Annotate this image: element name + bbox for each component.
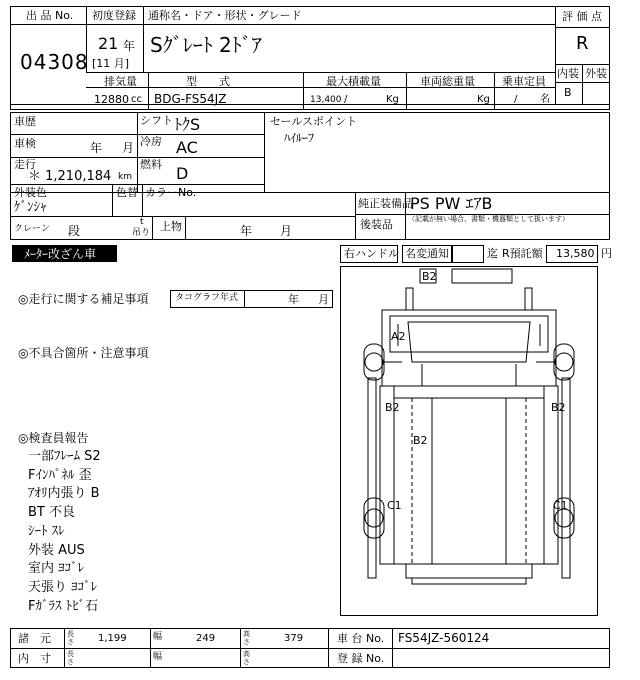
crane-lift: 吊り	[132, 228, 151, 238]
aircon-label: 冷房	[140, 135, 162, 148]
diagram-mark-right-rear: C1	[553, 499, 568, 512]
diagram-mark-top: B2	[422, 270, 437, 283]
inspector-note: BT 不良	[28, 505, 75, 521]
type-value: BDG-FS54JZ	[154, 92, 227, 106]
diagram-mark-cab: A2	[391, 330, 406, 343]
deadline-box	[452, 245, 484, 263]
height-label: 高さ	[243, 630, 250, 646]
inspector-note: 室内 ﾖｺﾞﾚ	[28, 561, 85, 577]
crane-label: クレーン	[14, 224, 50, 234]
inspector-note: Fｲﾝﾊﾟﾈﾙ 歪	[28, 467, 92, 483]
mileage-unit: km	[118, 172, 132, 182]
length-value: 1,199	[98, 633, 127, 644]
max-load-kg: Kg	[386, 94, 399, 105]
chassis-label: 車 台 No.	[337, 632, 385, 645]
first-reg-year-unit: 年	[123, 39, 136, 53]
genuine-label: 純正装備品	[358, 197, 413, 210]
lot-no: 04308	[20, 50, 89, 74]
model-label: 通称名・ドア・形状・グレード	[148, 9, 302, 22]
rating-label: 評 価 点	[562, 10, 602, 23]
exterior-label: 外装	[585, 67, 607, 80]
displacement-unit: cc	[131, 94, 142, 105]
max-load-value: 13,400	[310, 95, 342, 105]
inner-width-label: 幅	[153, 652, 163, 662]
r-deposit-label: R預託額	[502, 247, 543, 260]
inner-length-label: 長さ	[67, 650, 74, 666]
lot-no-label: 出 品 No.	[26, 9, 74, 22]
displacement-value: 12880	[94, 93, 129, 106]
dimensions-label: 諸 元	[18, 632, 51, 645]
gross-weight-label: 車両総重量	[420, 75, 475, 88]
chassis-value: FS54JZ-560124	[398, 631, 490, 645]
defects-label: ◎不具合箇所・注意事項	[18, 346, 149, 360]
deadline-label: 迄	[487, 247, 498, 260]
displacement-label: 排気量	[104, 75, 137, 88]
gross-weight-kg: Kg	[477, 94, 490, 105]
diagram-mark-left-rear: C1	[387, 499, 402, 512]
r-deposit-yen: 円	[601, 247, 612, 260]
shaken-month: 月	[122, 141, 135, 155]
truck-diagram	[340, 266, 598, 616]
rating: R	[576, 33, 589, 54]
inspector-note: 天張り ﾖｺﾞﾚ	[28, 579, 98, 595]
type-label: 型 式	[186, 75, 230, 88]
crane-t: t	[140, 217, 144, 227]
inspector-note: ｼｰﾄ ｽﾚ	[28, 523, 65, 539]
meter-notice: ﾒｰﾀｰ改ざん車	[24, 247, 97, 261]
genuine-value: PS PW ｴｱB	[410, 194, 493, 213]
max-load-label: 最大積載量	[326, 75, 381, 88]
right-handle: 右ハンドル	[344, 247, 399, 260]
fuel-label: 燃料	[140, 158, 162, 171]
aftermarket-note: （記載が無い場合、書類・機器類として扱います）	[408, 215, 569, 223]
interior-rating: B	[564, 86, 572, 99]
registration-label: 登 録 No.	[337, 652, 385, 665]
height-value: 379	[284, 633, 304, 644]
tachograph-month: 月	[318, 293, 329, 306]
inner-label: 内 寸	[18, 652, 51, 665]
inspector-notes	[28, 448, 101, 616]
tachograph-year: 年	[288, 293, 299, 306]
supplementary-label: ◎走行に関する補足事項	[18, 292, 149, 306]
aircon-value: AC	[176, 138, 198, 157]
shift-label: シフト	[140, 114, 173, 127]
model-name: Sｸﾞﾚｰﾄ 2ﾄﾞｱ	[150, 33, 262, 57]
mileage-value: ＊ 1,210,184	[28, 169, 112, 184]
first-reg-year: 21	[98, 34, 119, 53]
capacity-unit: 名	[540, 94, 550, 105]
history-label: 車歴	[14, 115, 36, 128]
shaken-year: 年	[90, 141, 103, 155]
mileage-label: 走行	[14, 158, 36, 171]
inner-height-label: 高さ	[243, 650, 250, 666]
name-change-label: 名変通知	[405, 247, 449, 260]
diagram-mark-left-body: B2	[385, 401, 400, 414]
r-deposit-value: 13,580	[556, 247, 595, 260]
inspector-note: ｱｵﾘ内張り B	[28, 486, 100, 502]
aftermarket-label: 後装品	[360, 218, 393, 231]
upper-year: 年	[240, 224, 253, 238]
color-no-label: 色替	[116, 186, 138, 199]
inspector-note: 外装 AUS	[28, 542, 85, 558]
diagram-mark-right-body: B2	[551, 401, 566, 414]
max-load-slash: /	[344, 94, 348, 105]
width-value: 249	[196, 633, 216, 644]
first-reg-month: [11 月]	[92, 57, 130, 70]
upper-month: 月	[280, 224, 293, 238]
color-value: ｹﾞﾝｼｬ	[14, 200, 47, 215]
diagram-mark-center-body: B2	[413, 434, 428, 447]
selling-points-label: セールスポイント	[270, 115, 358, 128]
capacity-label: 乗車定員	[502, 75, 546, 88]
shaken-label: 車検	[14, 137, 36, 150]
crane-steps: 段	[68, 224, 81, 238]
fuel-value: D	[176, 164, 189, 183]
first-reg-label: 初度登録	[92, 9, 136, 22]
width-label: 幅	[153, 632, 163, 642]
capacity-slash: /	[514, 94, 518, 105]
inspector-note: 一部ﾌﾚｰﾑ S2	[28, 449, 101, 464]
tachograph-label: タコグラフ年式	[175, 293, 239, 303]
selling-points-value: ﾊｲﾙｰﾌ	[284, 131, 315, 145]
upper-label: 上物	[160, 220, 182, 233]
shift-value: ﾄｸS	[174, 115, 201, 134]
inspector-label: ◎検査員報告	[18, 431, 89, 445]
length-label: 長さ	[67, 630, 74, 646]
inspector-note: Fｶﾞﾗｽ ﾄﾋﾞ石	[28, 598, 99, 614]
color-code-label: カラーNo.	[145, 186, 197, 199]
interior-label: 内装	[557, 67, 579, 80]
color-label: 外装色	[14, 186, 47, 199]
